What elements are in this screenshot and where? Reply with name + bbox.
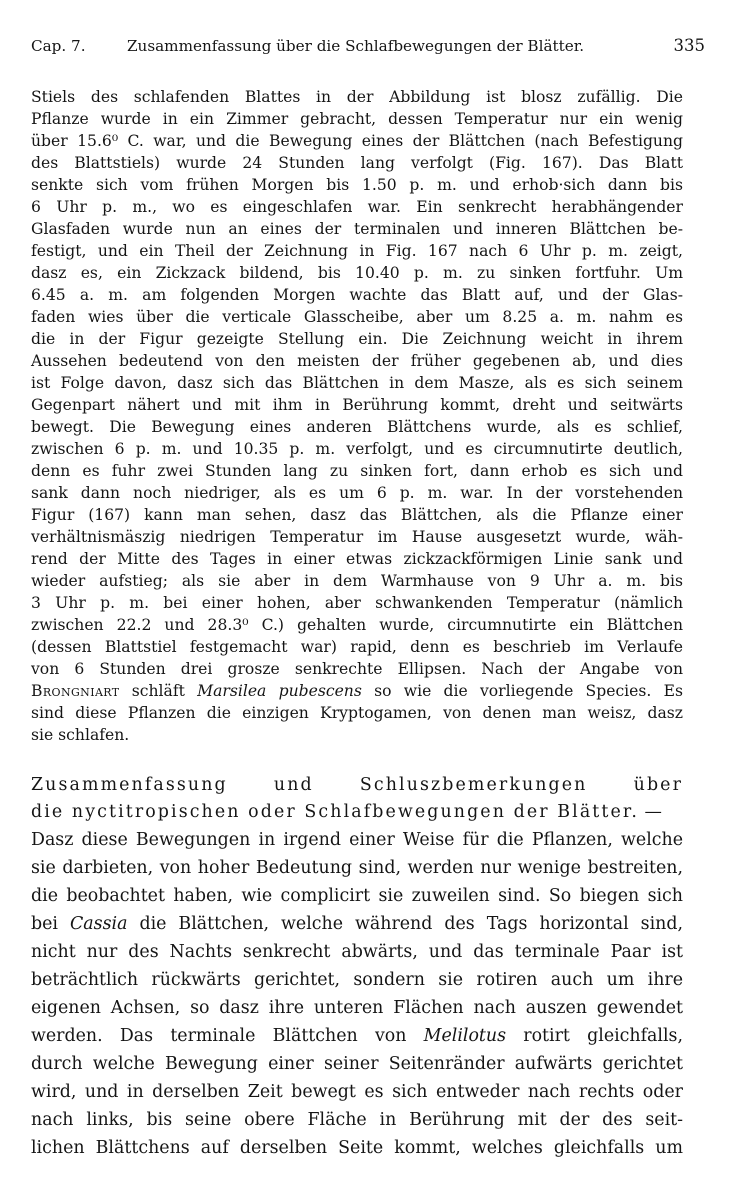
text-line <box>31 680 683 702</box>
section-heading-line <box>31 799 683 825</box>
genus-name-melilotus: Melilotus <box>423 1026 507 1046</box>
text-line: beträchtlich rückwärts gerichtet, sondern sie rotiren auch um ihre <box>31 970 683 990</box>
running-title: Zusammenfassung über die Schlafbewegungen der Blätter. <box>127 37 585 55</box>
text-line: wieder aufstieg; als sie aber in dem Warmhause von 9 Uhr a. m. bis <box>31 572 683 590</box>
text-line: wird, und in derselben Zeit bewegt es sich entweder nach rechts oder <box>31 1082 683 1102</box>
text-line <box>31 911 683 937</box>
text-line: sie darbieten, von hoher Bedeutung sind, werden nur wenige bestreiten, <box>31 858 683 878</box>
section-heading-line: Zusammenfassung und Schluszbemerkungen über <box>31 775 683 795</box>
text-line: Figur (167) kann man sehen, dasz das Blättchen, als die Pflanze einer <box>31 506 683 524</box>
text-line: die beobachtet haben, wie complicirt sie zuweilen sind. So biegen sich <box>31 886 683 906</box>
text-line: sind diese Pflanzen die einzigen Kryptogamen, von denen man weisz, dasz <box>31 704 683 722</box>
text-span: rotirt gleichfalls, <box>506 1026 683 1046</box>
text-line: nach links, bis seine obere Fläche in Berührung mit der des seit- <box>31 1110 683 1130</box>
text-line: bewegt. Die Bewegung eines anderen Blättchens wurde, als es schlief, <box>31 418 683 436</box>
text-line: Dasz diese Bewegungen in irgend einer Weise für die Pflanzen, welche <box>31 830 683 850</box>
author-name-brongniart: Brongniart <box>31 682 120 700</box>
text-line: sank dann noch niedriger, als es um 6 p. m. war. In der vorstehenden <box>31 484 683 502</box>
text-line: festigt, und ein Theil der Zeichnung in Fig. 167 nach 6 Uhr p. m. zeigt, <box>31 242 683 260</box>
text-span: so wie die vorliegende Species. Es <box>361 682 683 700</box>
text-line: lichen Blättchens auf derselben Seite kommt, welches gleichfalls um <box>31 1138 683 1158</box>
text-line: von 6 Stunden drei grosze senkrechte Ellipsen. Nach der Angabe von <box>31 660 683 678</box>
text-line: faden wies über die verticale Glasscheibe, aber um 8.25 a. m. nahm es <box>31 308 683 326</box>
text-line: rend der Mitte des Tages in einer etwas zickzackförmigen Linie sank und <box>31 550 683 568</box>
text-line: (dessen Blattstiel festgemacht war) rapid, denn es beschrieb im Verlaufe <box>31 638 683 656</box>
text-line: dasz es, ein Zickzack bildend, bis 10.40 p. m. zu sinken fortfuhr. Um <box>31 264 683 282</box>
page-number: 335 <box>673 36 705 55</box>
text-line: Gegenpart nähert und mit ihm in Berührung kommt, dreht und seitwärts <box>31 396 683 414</box>
chapter-label: Cap. 7. <box>31 37 86 55</box>
text-line: des Blattstiels) wurde 24 Stunden lang verfolgt (Fig. 167). Das Blatt <box>31 154 683 172</box>
text-line: ist Folge davon, dasz sich das Blättchen in dem Masze, als es sich seinem <box>31 374 683 392</box>
heading-dash: — <box>639 802 662 822</box>
text-span: die Blättchen, welche während des Tags horizontal sind, <box>127 914 684 934</box>
text-line: 6 Uhr p. m., wo es eingeschlafen war. Ein senkrecht herabhängender <box>31 198 683 216</box>
species-name-marsilea: Marsilea pubescens <box>197 682 362 700</box>
text-line: durch welche Bewegung einer seiner Seitenränder aufwärts gerichtet <box>31 1054 683 1074</box>
text-line: 6.45 a. m. am folgenden Morgen wachte das Blatt auf, und der Glas- <box>31 286 683 304</box>
text-line: zwischen 22.2 und 28.3⁰ C.) gehalten wurde, circumnutirte ein Blättchen <box>31 616 683 634</box>
text-line: Pflanze wurde in ein Zimmer gebracht, dessen Temperatur nur ein wenig <box>31 110 683 128</box>
text-line: denn es fuhr zwei Stunden lang zu sinken fort, dann erhob es sich und <box>31 462 683 480</box>
text-span: bei <box>31 914 70 934</box>
text-line: nicht nur des Nachts senkrecht abwärts, und das terminale Paar ist <box>31 942 683 962</box>
text-line <box>31 1023 683 1049</box>
text-line: zwischen 6 p. m. und 10.35 p. m. verfolgt, und es circumnutirte deutlich, <box>31 440 683 458</box>
text-line: die in der Figur gezeigte Stellung ein. Die Zeichnung weicht in ihrem <box>31 330 683 348</box>
section-heading-text: die nyctitropischen oder Schlafbewegungen der Blätter. <box>31 802 639 822</box>
text-line: Glasfaden wurde nun an eines der terminalen und inneren Blättchen be- <box>31 220 683 238</box>
text-line: Stiels des schlafenden Blattes in der Abbildung ist blosz zufällig. Die <box>31 88 683 106</box>
text-line: verhältnismäszig niedrigen Temperatur im Hause ausgesetzt wurde, wäh- <box>31 528 683 546</box>
text-line: Aussehen bedeutend von den meisten der früher gegebenen ab, und dies <box>31 352 683 370</box>
text-span: schläft <box>119 682 198 700</box>
text-line: sie schlafen. <box>31 726 130 744</box>
text-line: senkte sich vom frühen Morgen bis 1.50 p. m. und erhob·sich dann bis <box>31 176 683 194</box>
text-span: werden. Das terminale Blättchen von <box>31 1026 424 1046</box>
text-line: 3 Uhr p. m. bei einer hohen, aber schwankenden Temperatur (nämlich <box>31 594 683 612</box>
text-line: eigenen Achsen, so dasz ihre unteren Flächen nach auszen gewendet <box>31 998 683 1018</box>
genus-name-cassia: Cassia <box>69 914 128 934</box>
text-line: über 15.6⁰ C. war, und die Bewegung eines der Blättchen (nach Befestigung <box>31 132 683 150</box>
